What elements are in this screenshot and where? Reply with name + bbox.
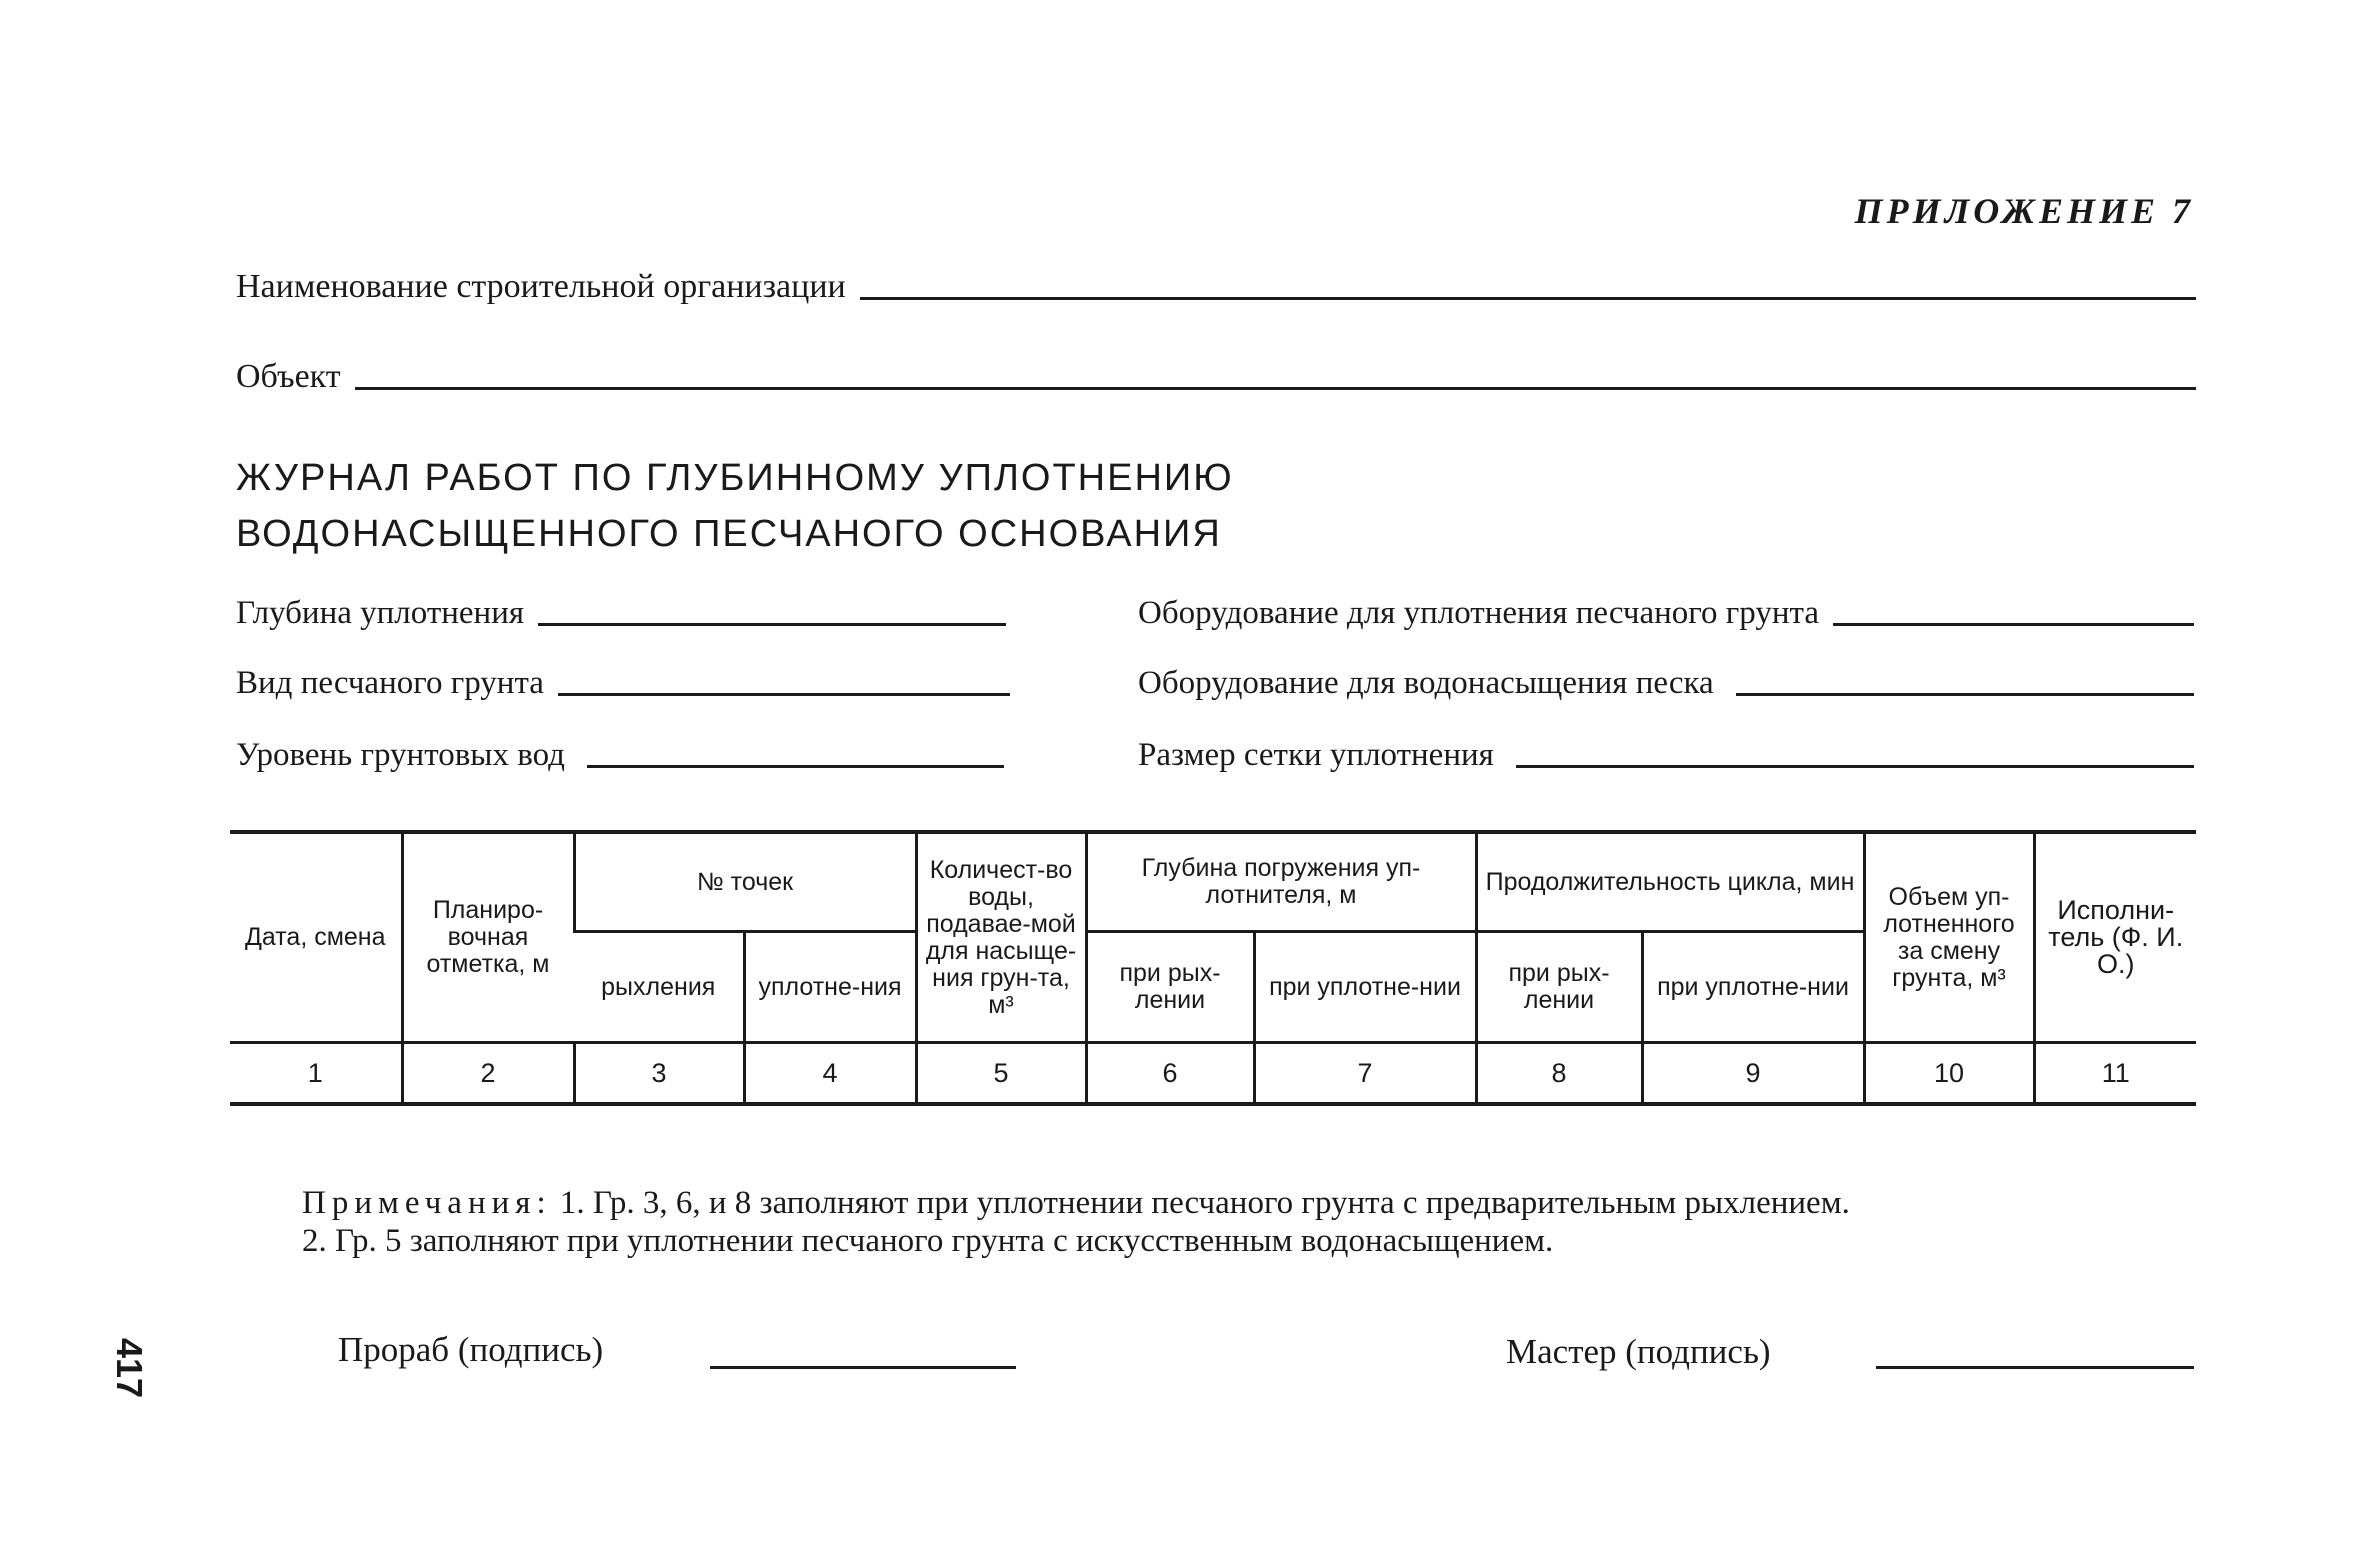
col-water-amount: Количест-во воды, подавае-мой для насыще-ния грун-та, м³ (916, 832, 1086, 1043)
col-duration-loosening: при рых-лении (1476, 932, 1642, 1043)
col-number: 1 (307, 1057, 323, 1088)
compaction-equipment-field[interactable] (1138, 595, 2194, 632)
groundwater-field[interactable] (236, 737, 1004, 774)
journal-title (236, 450, 1234, 562)
col-number: 9 (1642, 1043, 1864, 1105)
note-2: 2. Гр. 5 заполняют при уплотнении песчаного грунта с искусственным водонасыщением. (302, 1223, 1554, 1259)
table-header-row (230, 832, 2196, 932)
col-points-compaction: уплотне-ния (744, 932, 916, 1043)
notes-block (302, 1184, 2192, 1260)
master-signature-label: Мастер (подпись) (1506, 1332, 1771, 1371)
col-number: 4 (744, 1043, 916, 1105)
depth-label: Глубина уплотнения (236, 595, 525, 631)
col-depth-compaction: при уплотне-нии (1254, 932, 1476, 1043)
table-number-row (230, 1043, 2196, 1105)
col-planning-mark: Планиро-вочная отметка, м (402, 832, 574, 1043)
col-duration-compaction: при уплотне-нии (1642, 932, 1864, 1043)
col-number: 10 (1864, 1043, 2034, 1105)
col-number: 2 (402, 1043, 574, 1105)
col-number: 7 (1254, 1043, 1476, 1105)
soil-type-line[interactable] (558, 693, 1010, 696)
col-depth-group: Глубина погружения уп-лотнителя, м (1086, 832, 1476, 932)
saturation-equipment-label: Оборудование для водонасыщения песка (1138, 665, 1714, 701)
foreman-signature-label: Прораб (подпись) (338, 1330, 604, 1369)
col-executor: Исполни-тель (Ф. И. О.) (2034, 832, 2196, 1043)
saturation-equipment-field[interactable] (1138, 665, 2194, 702)
col-number: 5 (916, 1043, 1086, 1105)
col-number: 6 (1086, 1043, 1254, 1105)
col-duration-group: Продолжительность цикла, мин (1476, 832, 1864, 932)
soil-type-label: Вид песчаного грунта (236, 665, 544, 701)
compaction-equipment-line[interactable] (1833, 623, 2194, 626)
col-number: 8 (1476, 1043, 1642, 1105)
organization-label: Наименование строительной организации (236, 268, 846, 305)
journal-title-line1: ЖУРНАЛ РАБОТ ПО ГЛУБИННОМУ УПЛОТНЕНИЮ (236, 457, 1234, 499)
saturation-equipment-line[interactable] (1736, 693, 2194, 696)
object-line[interactable] (355, 387, 2196, 390)
grid-size-field[interactable] (1138, 737, 2194, 774)
organization-line[interactable] (860, 297, 2196, 300)
col-points-group: № точек (574, 832, 916, 932)
grid-size-label: Размер сетки уплотнения (1138, 737, 1494, 773)
object-field[interactable] (236, 358, 2196, 396)
depth-field[interactable] (236, 595, 1006, 632)
groundwater-line[interactable] (587, 765, 1004, 768)
col-points-loosening: рыхления (574, 932, 744, 1043)
appendix-label: ПРИЛОЖЕНИЕ 7 (1854, 191, 2194, 231)
col-date-shift: Дата, смена (230, 832, 402, 1043)
grid-size-line[interactable] (1516, 765, 2194, 768)
col-number: 11 (2034, 1043, 2196, 1105)
master-signature-line[interactable] (1876, 1366, 2194, 1369)
groundwater-label: Уровень грунтовых вод (236, 737, 565, 773)
depth-line[interactable] (538, 623, 1006, 626)
page-number: 417 (109, 1338, 150, 1399)
notes-label: Примечания: (302, 1185, 552, 1221)
journal-title-line2: ВОДОНАСЫЩЕННОГО ПЕСЧАНОГО ОСНОВАНИЯ (236, 513, 1222, 555)
note-1: 1. Гр. 3, 6, и 8 заполняют при уплотнении песчаного грунта с предварительным рыхлением. (559, 1185, 1850, 1221)
compaction-equipment-label: Оборудование для уплотнения песчаного грунта (1138, 595, 1819, 631)
journal-table (230, 830, 2196, 1106)
soil-type-field[interactable] (236, 665, 1010, 702)
organization-field[interactable] (236, 268, 2196, 306)
note-line-1 (302, 1184, 2192, 1222)
col-number: 3 (574, 1043, 744, 1105)
foreman-signature-line[interactable] (710, 1366, 1016, 1369)
col-volume: Объем уп-лотненного за смену грунта, м³ (1864, 832, 2034, 1043)
col-depth-loosening: при рых-лении (1086, 932, 1254, 1043)
object-label: Объект (236, 358, 341, 395)
